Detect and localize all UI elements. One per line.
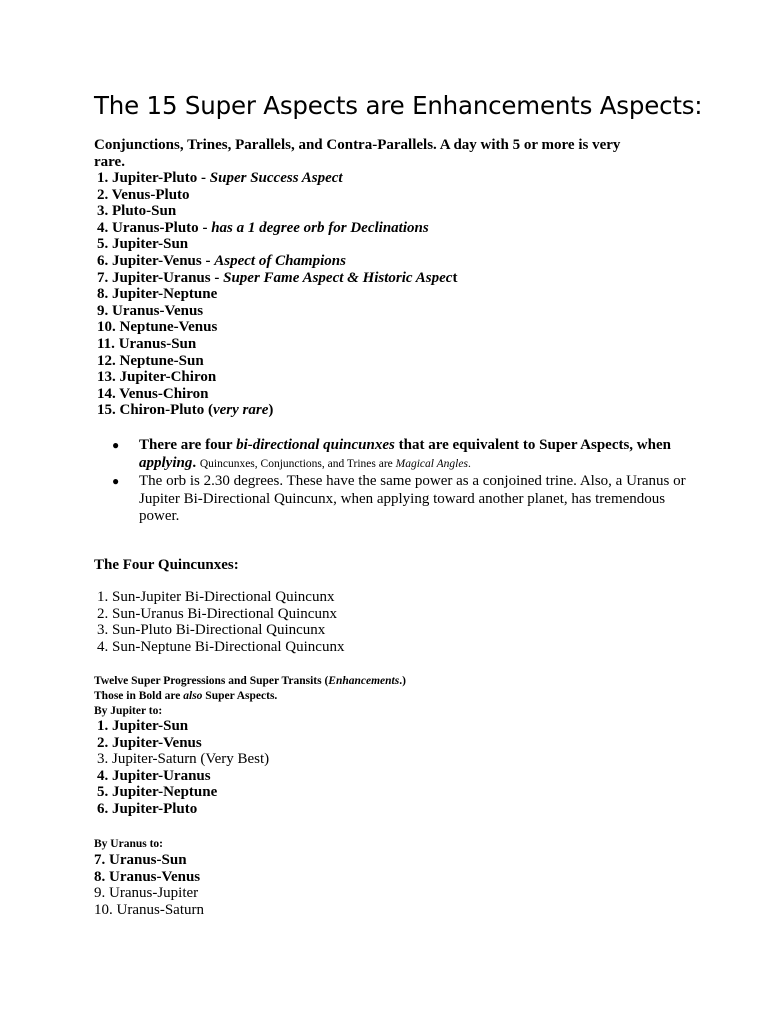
bullet-item-orb	[112, 473, 692, 526]
item-number: 10.	[97, 319, 120, 336]
jupiter-item: 6. Jupiter-Pluto	[97, 800, 198, 817]
jupiter-list	[97, 718, 269, 818]
bullet1-text-c: that are equivalent to Super Aspects, when	[394, 437, 671, 453]
item-separator: -	[197, 170, 210, 186]
quincunx-heading: The Four Quincunxes:	[94, 557, 239, 573]
item-number: 3.	[97, 203, 112, 220]
twelve-heading-f: Super Aspects.	[202, 690, 278, 702]
item-name: Uranus-Sun	[118, 335, 197, 352]
super-aspect-item	[97, 187, 457, 204]
uranus-item: 9. Uranus-Jupiter	[94, 885, 199, 902]
item-name: Neptune-Venus	[119, 319, 218, 336]
item-number: 13.	[97, 369, 120, 386]
bullet1-text-a: There are four	[139, 437, 237, 453]
item-name: Jupiter-Chiron	[119, 369, 217, 386]
item-separator: -	[201, 252, 215, 269]
item-note: Super Success Aspect	[209, 170, 343, 186]
item-number: 14.	[97, 385, 120, 402]
bullet-dot: ●	[112, 438, 120, 452]
super-aspect-item	[97, 336, 457, 353]
quincunx-list	[97, 589, 344, 655]
jupiter-item: 5. Jupiter-Neptune	[97, 784, 218, 801]
item-number: 15.	[97, 402, 120, 419]
intro-paragraph: Conjunctions, Trines, Parallels, and Contra-Parallels. A day with 5 or more is very rare.	[94, 137, 621, 170]
item-tail: )	[268, 402, 274, 419]
item-number: 6.	[97, 252, 112, 269]
super-aspect-item	[97, 402, 457, 419]
super-aspect-item	[97, 386, 457, 403]
item-number: 12.	[97, 352, 120, 369]
item-name: Neptune-Sun	[119, 352, 204, 369]
super-aspect-item	[97, 286, 457, 303]
jupiter-item: 4. Jupiter-Uranus	[97, 767, 211, 784]
super-aspect-item	[97, 170, 457, 187]
twelve-heading-a: Twelve Super Progressions and Super Transits (	[94, 675, 329, 687]
super-aspect-item	[97, 319, 457, 336]
super-aspect-item	[97, 253, 457, 270]
by-jupiter-heading: By Jupiter to:	[94, 705, 163, 717]
item-note: Super Fame Aspect & Historic Aspec	[223, 269, 453, 286]
item-note: has a 1 degree orb for Declinations	[211, 219, 429, 236]
bullet-item-quincunxes	[112, 437, 692, 473]
item-separator: -	[210, 269, 224, 286]
item-name: Uranus-Pluto	[112, 219, 199, 236]
bullet1-text-e: .	[192, 454, 200, 471]
uranus-item: 8. Uranus-Venus	[94, 868, 201, 885]
quincunx-item: 3. Sun-Pluto Bi-Directional Quincunx	[97, 622, 326, 639]
quincunx-item: 4. Sun-Neptune Bi-Directional Quincunx	[97, 638, 345, 655]
item-separator: -	[198, 219, 212, 236]
super-aspects-list	[97, 170, 457, 419]
item-number: 11.	[97, 335, 119, 352]
twelve-heading-also: also	[183, 690, 203, 702]
item-number: 5.	[97, 236, 109, 253]
item-name: Jupiter-Uranus	[112, 269, 211, 286]
item-name: Chiron-Pluto (	[119, 402, 213, 419]
super-aspect-item	[97, 303, 457, 320]
bullet1-emphasis-applying: applying	[139, 454, 193, 471]
jupiter-item: 1. Jupiter-Sun	[97, 718, 189, 734]
item-name: Venus-Pluto	[111, 186, 190, 203]
super-aspect-item	[97, 353, 457, 370]
item-name: Jupiter-Pluto	[112, 170, 198, 186]
item-note: very rare	[212, 402, 269, 419]
item-name: Jupiter-Neptune	[112, 286, 218, 303]
twelve-heading-c: .)	[399, 675, 406, 687]
bullet-dot: ●	[112, 474, 120, 488]
uranus-item: 10. Uranus-Saturn	[94, 901, 204, 918]
item-number: 9.	[97, 302, 112, 319]
super-aspect-item	[97, 220, 457, 237]
jupiter-item: 3. Jupiter-Saturn (Very Best)	[97, 751, 270, 768]
super-aspect-item	[97, 236, 457, 253]
bullet2-text: The orb is 2.30 degrees. These have the same power as a conjoined trine. Also, a Uranus or Jupiter Bi-Directional Quincunx, when applying toward another planet, has tremendous power.	[139, 473, 686, 524]
quincunx-item: 1. Sun-Jupiter Bi-Directional Quincunx	[97, 589, 335, 605]
item-number: 7.	[97, 269, 112, 286]
uranus-item: 7. Uranus-Sun	[94, 852, 187, 868]
quincunx-item: 2. Sun-Uranus Bi-Directional Quincunx	[97, 605, 337, 622]
item-number: 2.	[97, 186, 112, 203]
bullet1-emphasis-bidirectional: bi-directional quincunxes	[236, 437, 395, 453]
bullet1-period: .	[467, 457, 471, 470]
super-aspect-item	[97, 369, 457, 386]
item-number: 1.	[97, 170, 112, 186]
jupiter-item: 2. Jupiter-Venus	[97, 734, 202, 751]
item-name: Jupiter-Sun	[108, 236, 189, 253]
item-number: 4.	[97, 219, 112, 236]
by-uranus-heading: By Uranus to:	[94, 838, 164, 850]
item-note: Aspect of Champions	[214, 252, 346, 269]
bullet-list	[112, 437, 692, 526]
item-name: Jupiter-Venus	[112, 252, 202, 269]
uranus-list	[94, 852, 204, 918]
super-aspect-item	[97, 203, 457, 220]
twelve-heading-d: Those in Bold are	[94, 690, 184, 702]
item-name: Uranus-Venus	[112, 302, 204, 319]
page-title: The 15 Super Aspects are Enhancements Aspects:	[94, 91, 703, 120]
bullet1-small-text: Quincunxes, Conjunctions, and Trines are	[199, 457, 396, 470]
item-name: Pluto-Sun	[112, 203, 177, 220]
twelve-super-heading	[94, 674, 406, 719]
twelve-heading-enhancements: Enhancements	[328, 675, 400, 687]
item-tail: t	[452, 269, 458, 286]
bullet1-magical-angles: Magical Angles	[395, 457, 468, 470]
item-number: 8.	[97, 286, 112, 303]
super-aspect-item	[97, 270, 457, 287]
item-name: Venus-Chiron	[119, 385, 209, 402]
